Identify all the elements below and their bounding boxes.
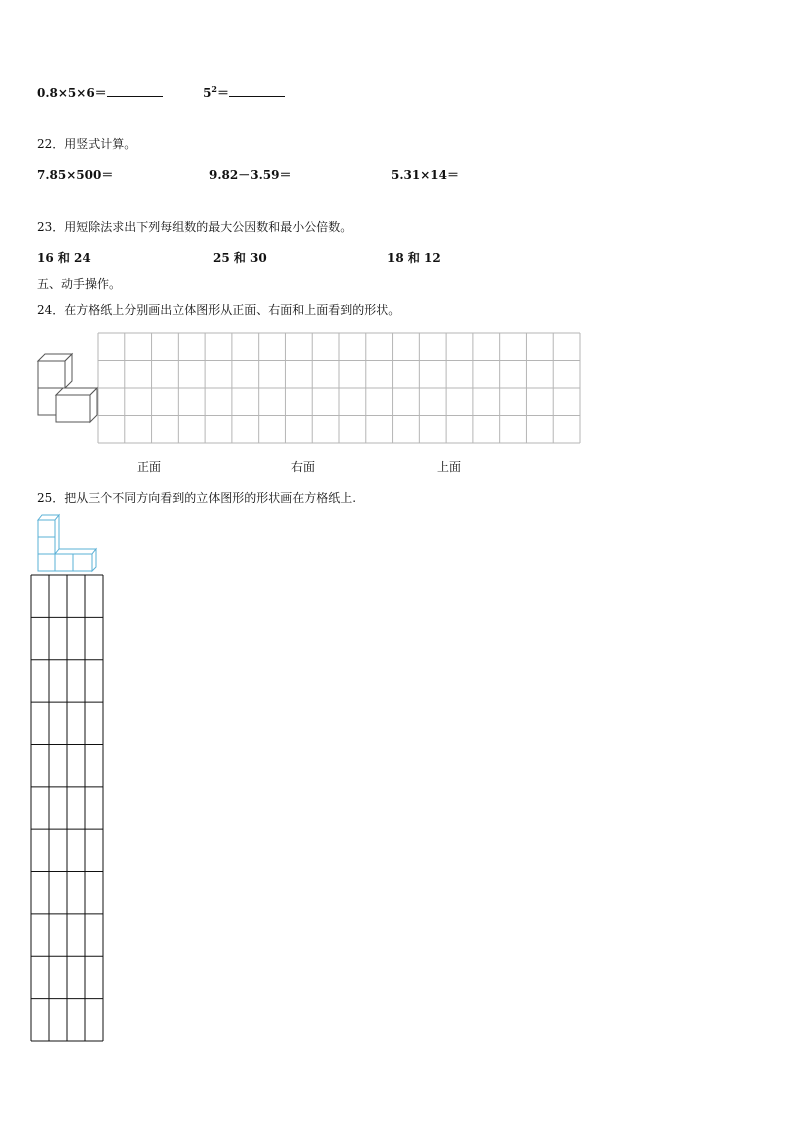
q22-title: 22．用竖式计算。 bbox=[37, 137, 137, 151]
expr-2-base: 5 bbox=[203, 86, 212, 100]
q21-expression-row bbox=[37, 84, 285, 101]
q23-title: 23．用短除法求出下列每组数的最大公因数和最小公倍数。 bbox=[37, 220, 353, 234]
expr-2-eq: ＝ bbox=[217, 86, 230, 100]
q23-item-1: 16 和 24 bbox=[37, 251, 91, 265]
q25-square-grid[interactable] bbox=[30, 574, 104, 1042]
q23-item-3: 18 和 12 bbox=[387, 251, 441, 265]
q25-cube-figure bbox=[34, 512, 100, 574]
q22-item-2: 9.82－3.59＝ bbox=[209, 168, 292, 182]
view-label-front: 正面 bbox=[137, 460, 162, 474]
view-label-right: 右面 bbox=[291, 460, 316, 474]
view-label-top: 上面 bbox=[437, 460, 462, 474]
expr-1: 0.8×5×6＝ bbox=[37, 86, 107, 100]
q25-title: 25．把从三个不同方向看到的立体图形的形状画在方格纸上. bbox=[37, 491, 357, 505]
q23-item-2: 25 和 30 bbox=[213, 251, 267, 265]
q24-title: 24．在方格纸上分别画出立体图形从正面、右面和上面看到的形状。 bbox=[37, 303, 401, 317]
section-5-title: 五、动手操作。 bbox=[37, 277, 122, 291]
q24-cube-figure bbox=[34, 350, 98, 434]
q22-item-1: 7.85×500＝ bbox=[37, 168, 114, 182]
answer-blank-1[interactable] bbox=[107, 84, 163, 97]
answer-blank-2[interactable] bbox=[229, 84, 285, 97]
q24-square-grid[interactable] bbox=[97, 332, 581, 444]
expr-2-exponent: 2 bbox=[211, 84, 217, 94]
q22-item-3: 5.31×14＝ bbox=[391, 168, 459, 182]
